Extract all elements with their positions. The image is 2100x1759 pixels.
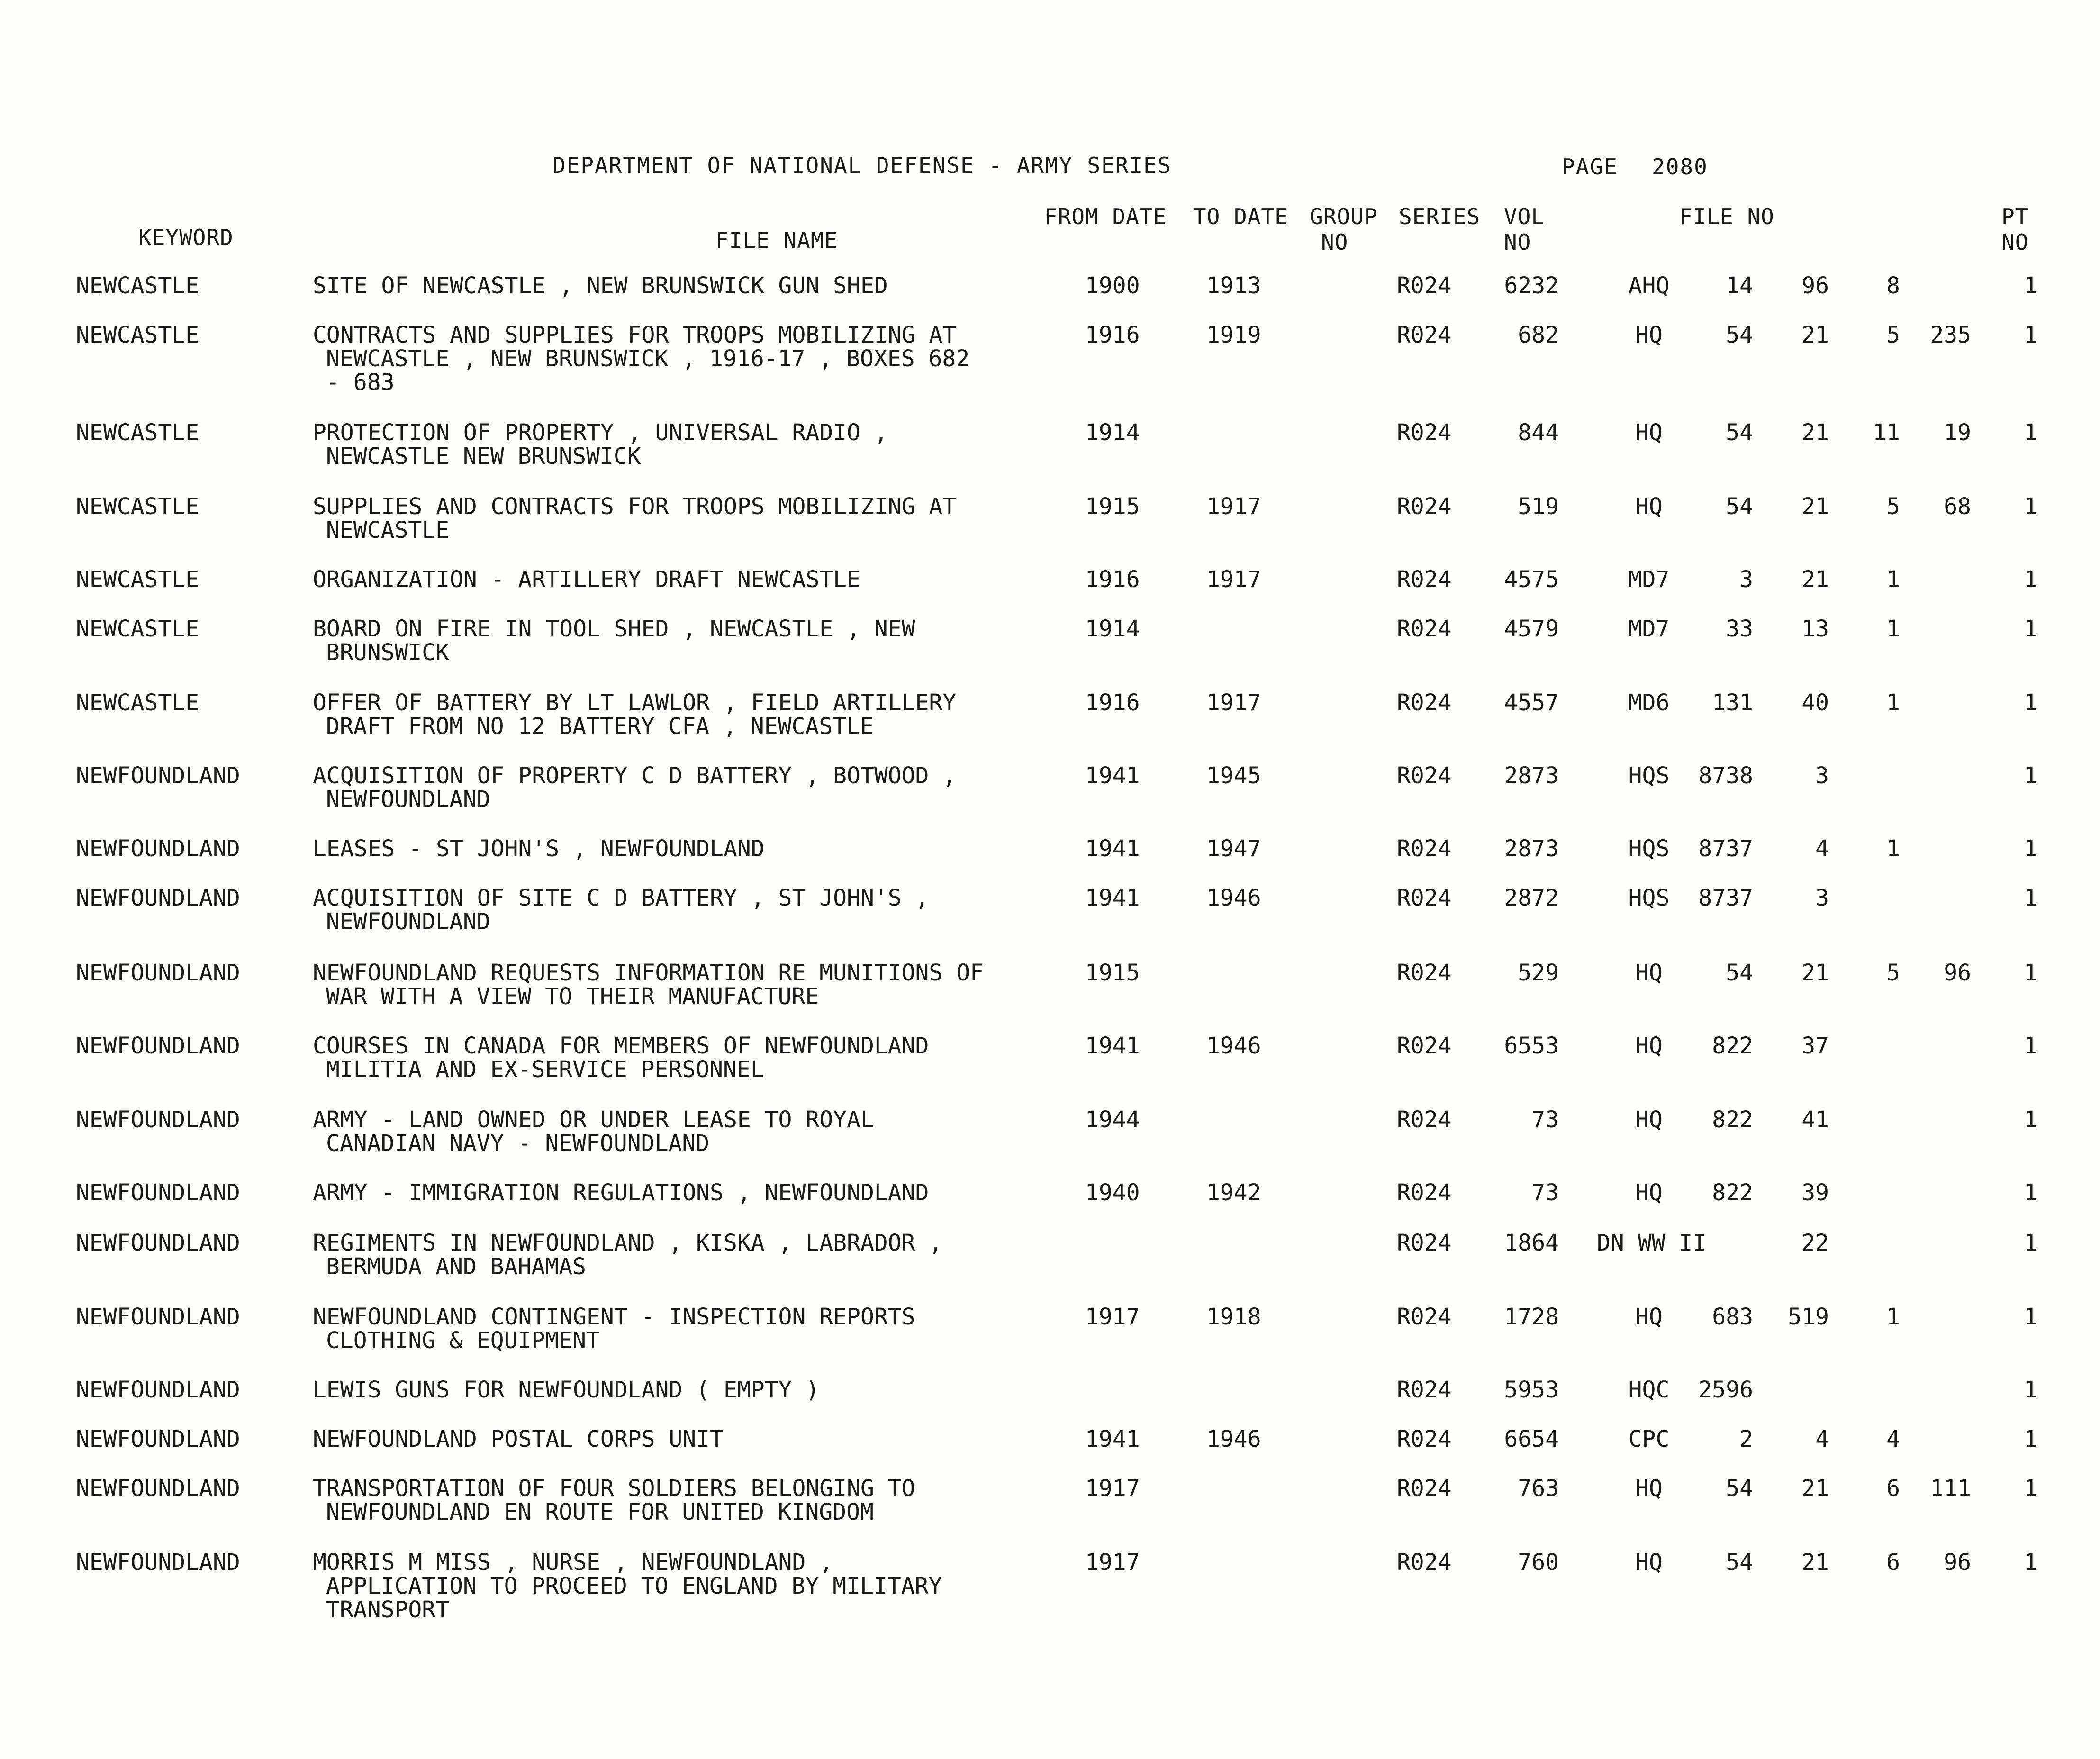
file-name-line: ACQUISITION OF SITE C D BATTERY , ST JOHN'S , bbox=[313, 885, 929, 911]
file-name-line: TRANSPORT bbox=[326, 1596, 450, 1623]
file-name-cell bbox=[313, 1427, 724, 1451]
file-no-4-cell: 6 bbox=[1886, 1475, 1900, 1502]
file-no-4-cell: 1 bbox=[1886, 689, 1900, 716]
series-cell: R024 bbox=[1397, 960, 1452, 986]
vol-no-cell: 4557 bbox=[1504, 689, 1559, 716]
pt-no-cell: 1 bbox=[2024, 493, 2037, 520]
to-date-cell: 1946 bbox=[1206, 885, 1261, 911]
col-vol-no: VOL bbox=[1504, 204, 1545, 229]
vol-no-cell: 5953 bbox=[1504, 1377, 1559, 1403]
file-name-line: CLOTHING & EQUIPMENT bbox=[326, 1327, 600, 1354]
series-cell: R024 bbox=[1397, 1475, 1452, 1502]
file-no-2-cell: 822 bbox=[1712, 1033, 1753, 1059]
file-no-3-cell: 21 bbox=[1801, 1549, 1829, 1576]
pt-no-cell: 1 bbox=[2024, 616, 2037, 642]
file-no-3-cell: 13 bbox=[1801, 616, 1829, 642]
pt-no-cell: 1 bbox=[2024, 762, 2037, 789]
file-name-cell bbox=[313, 1034, 929, 1081]
file-no-2-cell: 54 bbox=[1726, 1549, 1753, 1576]
keyword-cell: NEWFOUNDLAND bbox=[76, 960, 240, 986]
file-no-4-cell: 1 bbox=[1886, 566, 1900, 593]
file-name-line: COURSES IN CANADA FOR MEMBERS OF NEWFOUNDLAND bbox=[313, 1033, 929, 1059]
file-name-cell bbox=[313, 1550, 942, 1622]
file-no-prefix-cell: HQ bbox=[1635, 1106, 1663, 1133]
file-no-4-cell: 11 bbox=[1873, 419, 1900, 446]
file-no-2-cell: 8737 bbox=[1698, 885, 1753, 911]
vol-no-cell: 760 bbox=[1518, 1549, 1559, 1576]
series-cell: R024 bbox=[1397, 272, 1452, 299]
file-name-line: PROTECTION OF PROPERTY , UNIVERSAL RADIO , bbox=[313, 419, 888, 446]
file-name-cell bbox=[313, 1231, 942, 1278]
vol-no-cell: 2872 bbox=[1504, 885, 1559, 911]
pt-no-cell: 1 bbox=[2024, 272, 2037, 299]
keyword-cell: NEWCASTLE bbox=[76, 272, 199, 299]
file-no-3-cell: 21 bbox=[1801, 566, 1829, 593]
file-name-cell bbox=[313, 1305, 915, 1352]
file-name-line: NEWFOUNDLAND bbox=[326, 786, 490, 813]
col-pt-no: PT bbox=[2001, 204, 2029, 229]
file-no-prefix-cell: MD7 bbox=[1628, 616, 1670, 642]
file-name-cell bbox=[313, 764, 956, 811]
from-date-cell: 1916 bbox=[1085, 689, 1140, 716]
vol-no-cell: 6232 bbox=[1504, 272, 1559, 299]
col-to-date: TO DATE bbox=[1193, 204, 1288, 229]
keyword-cell: NEWFOUNDLAND bbox=[76, 1475, 240, 1502]
file-name-line: MILITIA AND EX-SERVICE PERSONNEL bbox=[326, 1056, 764, 1083]
file-no-prefix-cell: HQ bbox=[1635, 1304, 1663, 1330]
to-date-cell: 1918 bbox=[1206, 1304, 1261, 1330]
col-group-no: GROUP bbox=[1310, 204, 1378, 229]
file-name-cell bbox=[313, 617, 915, 664]
to-date-cell: 1917 bbox=[1206, 493, 1261, 520]
keyword-cell: NEWCASTLE bbox=[76, 566, 199, 593]
series-cell: R024 bbox=[1397, 1033, 1452, 1059]
file-no-3-cell: 3 bbox=[1815, 885, 1829, 911]
file-no-prefix-cell: HQ bbox=[1635, 960, 1663, 986]
file-no-5-cell: 19 bbox=[1944, 419, 1971, 446]
series-cell: R024 bbox=[1397, 566, 1452, 593]
from-date-cell: 1941 bbox=[1085, 835, 1140, 862]
file-name-line: ACQUISITION OF PROPERTY C D BATTERY , BOTWOOD , bbox=[313, 762, 957, 789]
keyword-cell: NEWFOUNDLAND bbox=[76, 885, 240, 911]
file-name-line: WAR WITH A VIEW TO THEIR MANUFACTURE bbox=[326, 983, 819, 1010]
file-name-cell bbox=[313, 421, 888, 468]
from-date-cell: 1941 bbox=[1085, 1033, 1140, 1059]
vol-no-cell: 4579 bbox=[1504, 616, 1559, 642]
pt-no-cell: 1 bbox=[2024, 1106, 2037, 1133]
pt-no-cell: 1 bbox=[2024, 1304, 2037, 1330]
file-name-line: SITE OF NEWCASTLE , NEW BRUNSWICK GUN SHED bbox=[313, 272, 888, 299]
file-no-prefix-cell: HQ bbox=[1635, 322, 1663, 348]
file-no-2-cell: 54 bbox=[1726, 1475, 1753, 1502]
pt-no-cell: 1 bbox=[2024, 1230, 2037, 1256]
vol-no-cell: 6553 bbox=[1504, 1033, 1559, 1059]
series-cell: R024 bbox=[1397, 1549, 1452, 1576]
file-name-line: APPLICATION TO PROCEED TO ENGLAND BY MILITARY bbox=[326, 1573, 942, 1599]
file-name-cell bbox=[313, 837, 765, 861]
file-no-2-cell: 14 bbox=[1726, 272, 1753, 299]
file-no-2-cell: 2 bbox=[1739, 1426, 1753, 1452]
file-no-5-cell: 68 bbox=[1944, 493, 1971, 520]
file-name-line: NEWCASTLE , NEW BRUNSWICK , 1916-17 , BOXES 682 bbox=[326, 345, 970, 372]
file-name-cell bbox=[313, 886, 929, 934]
file-name-line: NEWFOUNDLAND bbox=[326, 908, 490, 935]
file-name-line: OFFER OF BATTERY BY LT LAWLOR , FIELD ARTILLERY bbox=[313, 689, 957, 716]
file-no-3-cell: 3 bbox=[1815, 762, 1829, 789]
keyword-cell: NEWFOUNDLAND bbox=[76, 1377, 240, 1403]
file-name-line: NEWFOUNDLAND POSTAL CORPS UNIT bbox=[313, 1426, 724, 1452]
file-no-3-cell: 4 bbox=[1815, 835, 1829, 862]
file-name-line: MORRIS M MISS , NURSE , NEWFOUNDLAND , bbox=[313, 1549, 833, 1576]
keyword-cell: NEWFOUNDLAND bbox=[76, 762, 240, 789]
series-cell: R024 bbox=[1397, 1106, 1452, 1133]
vol-no-cell: 844 bbox=[1518, 419, 1559, 446]
to-date-cell: 1946 bbox=[1206, 1033, 1261, 1059]
file-no-2-cell: 54 bbox=[1726, 493, 1753, 520]
file-name-cell bbox=[313, 274, 888, 298]
file-name-line: ARMY - LAND OWNED OR UNDER LEASE TO ROYAL bbox=[313, 1106, 874, 1133]
file-name-line: NEWFOUNDLAND EN ROUTE FOR UNITED KINGDOM bbox=[326, 1499, 874, 1525]
file-name-line: DRAFT FROM NO 12 BATTERY CFA , NEWCASTLE bbox=[326, 713, 874, 740]
col-series: SERIES bbox=[1399, 204, 1481, 229]
file-no-3-cell: 37 bbox=[1801, 1033, 1829, 1059]
pt-no-cell: 1 bbox=[2024, 835, 2037, 862]
file-no-prefix-cell: HQC bbox=[1628, 1377, 1670, 1403]
series-cell: R024 bbox=[1397, 1179, 1452, 1206]
file-no-3-cell: 21 bbox=[1801, 1475, 1829, 1502]
file-name-line: CONTRACTS AND SUPPLIES FOR TROOPS MOBILIZING AT bbox=[313, 322, 957, 348]
file-no-2-cell: 8738 bbox=[1698, 762, 1753, 789]
file-no-prefix-cell: HQ bbox=[1635, 1549, 1663, 1576]
series-cell: R024 bbox=[1397, 762, 1452, 789]
file-no-5-cell: 96 bbox=[1944, 1549, 1971, 1576]
file-no-prefix-cell: AHQ bbox=[1628, 272, 1670, 299]
pt-no-cell: 1 bbox=[2024, 1179, 2037, 1206]
from-date-cell: 1941 bbox=[1085, 885, 1140, 911]
file-name-line: NEWFOUNDLAND REQUESTS INFORMATION RE MUNITIONS OF bbox=[313, 960, 984, 986]
from-date-cell: 1944 bbox=[1085, 1106, 1140, 1133]
pt-no-cell: 1 bbox=[2024, 566, 2037, 593]
series-cell: R024 bbox=[1397, 419, 1452, 446]
file-no-3-cell: 22 bbox=[1801, 1230, 1829, 1256]
file-no-2-cell: 8737 bbox=[1698, 835, 1753, 862]
file-name-cell bbox=[313, 568, 860, 591]
from-date-cell: 1914 bbox=[1085, 616, 1140, 642]
pt-no-cell: 1 bbox=[2024, 1475, 2037, 1502]
file-name-line: TRANSPORTATION OF FOUR SOLDIERS BELONGING TO bbox=[313, 1475, 915, 1502]
file-no-4-cell: 4 bbox=[1886, 1426, 1900, 1452]
file-no-2-cell: 683 bbox=[1712, 1304, 1753, 1330]
from-date-cell: 1915 bbox=[1085, 493, 1140, 520]
file-name-line: NEWFOUNDLAND CONTINGENT - INSPECTION REPORTS bbox=[313, 1304, 915, 1330]
file-name-line: BRUNSWICK bbox=[326, 639, 450, 666]
keyword-cell: NEWFOUNDLAND bbox=[76, 1179, 240, 1206]
file-no-prefix-cell: HQS bbox=[1628, 885, 1670, 911]
from-date-cell: 1914 bbox=[1085, 419, 1140, 446]
file-no-3-cell: 39 bbox=[1801, 1179, 1829, 1206]
file-no-2-cell: 822 bbox=[1712, 1106, 1753, 1133]
file-no-3-cell: 41 bbox=[1801, 1106, 1829, 1133]
pt-no-cell: 1 bbox=[2024, 1377, 2037, 1403]
file-no-2-cell: 3 bbox=[1739, 566, 1753, 593]
to-date-cell: 1919 bbox=[1206, 322, 1261, 348]
col-from-date: FROM DATE bbox=[1044, 204, 1167, 229]
file-no-5-cell: 111 bbox=[1930, 1475, 1971, 1502]
col-file-no: FILE NO bbox=[1679, 204, 1774, 229]
file-no-3-cell: 4 bbox=[1815, 1426, 1829, 1452]
file-name-cell bbox=[313, 1477, 915, 1524]
to-date-cell: 1945 bbox=[1206, 762, 1261, 789]
file-no-2-cell: 2596 bbox=[1698, 1377, 1753, 1403]
from-date-cell: 1916 bbox=[1085, 566, 1140, 593]
file-no-4-cell: 1 bbox=[1886, 835, 1900, 862]
to-date-cell: 1917 bbox=[1206, 566, 1261, 593]
keyword-cell: NEWFOUNDLAND bbox=[76, 1033, 240, 1059]
from-date-cell: 1917 bbox=[1085, 1304, 1140, 1330]
file-name-cell bbox=[313, 1181, 929, 1205]
series-cell: R024 bbox=[1397, 689, 1452, 716]
vol-no-cell: 763 bbox=[1518, 1475, 1559, 1502]
from-date-cell: 1917 bbox=[1085, 1549, 1140, 1576]
series-cell: R024 bbox=[1397, 1426, 1452, 1452]
file-name-line: REGIMENTS IN NEWFOUNDLAND , KISKA , LABRADOR , bbox=[313, 1230, 943, 1256]
pt-no-cell: 1 bbox=[2024, 1549, 2037, 1576]
series-cell: R024 bbox=[1397, 885, 1452, 911]
series-cell: R024 bbox=[1397, 1304, 1452, 1330]
file-name-line: ARMY - IMMIGRATION REGULATIONS , NEWFOUNDLAND bbox=[313, 1179, 929, 1206]
keyword-cell: NEWFOUNDLAND bbox=[76, 1106, 240, 1133]
vol-no-cell: 2873 bbox=[1504, 762, 1559, 789]
from-date-cell: 1916 bbox=[1085, 322, 1140, 348]
keyword-cell: NEWCASTLE bbox=[76, 493, 199, 520]
file-no-2-cell: 822 bbox=[1712, 1179, 1753, 1206]
keyword-cell: NEWFOUNDLAND bbox=[76, 1426, 240, 1452]
file-no-3-cell: 40 bbox=[1801, 689, 1829, 716]
file-no-3-cell: 96 bbox=[1801, 272, 1829, 299]
file-no-3-cell: 21 bbox=[1801, 493, 1829, 520]
file-name-cell bbox=[313, 323, 969, 394]
from-date-cell: 1915 bbox=[1085, 960, 1140, 986]
series-cell: R024 bbox=[1397, 1230, 1452, 1256]
file-name-line: - 683 bbox=[326, 369, 395, 396]
col-pt-no-line2: NO bbox=[2001, 229, 2029, 255]
vol-no-cell: 73 bbox=[1531, 1179, 1559, 1206]
file-no-3-cell: 21 bbox=[1801, 960, 1829, 986]
pt-no-cell: 1 bbox=[2024, 960, 2037, 986]
keyword-cell: NEWFOUNDLAND bbox=[76, 835, 240, 862]
col-group-no-line2: NO bbox=[1321, 229, 1349, 255]
file-name-cell bbox=[313, 1108, 874, 1155]
file-no-5-cell: 96 bbox=[1944, 960, 1971, 986]
pt-no-cell: 1 bbox=[2024, 689, 2037, 716]
file-no-3-cell: 21 bbox=[1801, 419, 1829, 446]
vol-no-cell: 1728 bbox=[1504, 1304, 1559, 1330]
file-no-2-cell: 131 bbox=[1712, 689, 1753, 716]
file-no-prefix-cell: HQ bbox=[1635, 493, 1663, 520]
pt-no-cell: 1 bbox=[2024, 419, 2037, 446]
file-no-2-cell: 54 bbox=[1726, 419, 1753, 446]
file-no-2-cell: 33 bbox=[1726, 616, 1753, 642]
vol-no-cell: 6654 bbox=[1504, 1426, 1559, 1452]
pt-no-cell: 1 bbox=[2024, 885, 2037, 911]
file-no-prefix-cell: HQ bbox=[1635, 419, 1663, 446]
file-name-line: LEASES - ST JOHN'S , NEWFOUNDLAND bbox=[313, 835, 765, 862]
file-no-4-cell: 1 bbox=[1886, 616, 1900, 642]
to-date-cell: 1917 bbox=[1206, 689, 1261, 716]
file-name-cell bbox=[313, 691, 956, 738]
vol-no-cell: 519 bbox=[1518, 493, 1559, 520]
series-cell: R024 bbox=[1397, 322, 1452, 348]
file-name-cell bbox=[313, 961, 984, 1008]
file-no-2-cell: 54 bbox=[1726, 322, 1753, 348]
keyword-cell: NEWCASTLE bbox=[76, 419, 199, 446]
series-cell: R024 bbox=[1397, 616, 1452, 642]
file-no-prefix-cell: HQS bbox=[1628, 762, 1670, 789]
file-name-cell bbox=[313, 1378, 819, 1402]
pt-no-cell: 1 bbox=[2024, 1426, 2037, 1452]
file-no-3-cell: 21 bbox=[1801, 322, 1829, 348]
from-date-cell: 1900 bbox=[1085, 272, 1140, 299]
file-no-prefix-cell: HQ bbox=[1635, 1179, 1663, 1206]
file-no-4-cell: 5 bbox=[1886, 493, 1900, 520]
pt-no-cell: 1 bbox=[2024, 322, 2037, 348]
file-no-4-cell: 6 bbox=[1886, 1549, 1900, 1576]
file-no-prefix-cell: HQS bbox=[1628, 835, 1670, 862]
file-no-5-cell: 235 bbox=[1930, 322, 1971, 348]
file-name-cell bbox=[313, 495, 956, 542]
page-number: 2080 bbox=[1652, 154, 1708, 180]
col-keyword: KEYWORD bbox=[138, 225, 234, 250]
page-label: PAGE bbox=[1562, 154, 1618, 180]
vol-no-cell: 1864 bbox=[1504, 1230, 1559, 1256]
vol-no-cell: 682 bbox=[1518, 322, 1559, 348]
file-no-4-cell: 8 bbox=[1886, 272, 1900, 299]
to-date-cell: 1942 bbox=[1206, 1179, 1261, 1206]
file-name-line: CANADIAN NAVY - NEWFOUNDLAND bbox=[326, 1130, 710, 1157]
keyword-cell: NEWCASTLE bbox=[76, 689, 199, 716]
series-cell: R024 bbox=[1397, 493, 1452, 520]
series-cell: R024 bbox=[1397, 835, 1452, 862]
file-name-line: BERMUDA AND BAHAMAS bbox=[326, 1253, 587, 1280]
keyword-cell: NEWFOUNDLAND bbox=[76, 1230, 240, 1256]
vol-no-cell: 4575 bbox=[1504, 566, 1559, 593]
to-date-cell: 1913 bbox=[1206, 272, 1261, 299]
file-no-2-cell: 54 bbox=[1726, 960, 1753, 986]
to-date-cell: 1946 bbox=[1206, 1426, 1261, 1452]
keyword-cell: NEWFOUNDLAND bbox=[76, 1549, 240, 1576]
pt-no-cell: 1 bbox=[2024, 1033, 2037, 1059]
keyword-cell: NEWCASTLE bbox=[76, 322, 199, 348]
file-no-prefix-cell: HQ bbox=[1635, 1475, 1663, 1502]
file-name-line: NEWCASTLE bbox=[326, 517, 450, 544]
vol-no-cell: 529 bbox=[1518, 960, 1559, 986]
file-name-line: BOARD ON FIRE IN TOOL SHED , NEWCASTLE , NEW bbox=[313, 616, 915, 642]
document-title: DEPARTMENT OF NATIONAL DEFENSE - ARMY SERIES bbox=[552, 153, 1172, 178]
file-no-3-cell: 519 bbox=[1788, 1304, 1829, 1330]
col-file-name: FILE NAME bbox=[715, 227, 838, 253]
file-name-line: NEWCASTLE NEW BRUNSWICK bbox=[326, 443, 641, 470]
col-vol-no-line2: NO bbox=[1504, 229, 1531, 255]
file-no-prefix-cell: HQ bbox=[1635, 1033, 1663, 1059]
file-name-line: SUPPLIES AND CONTRACTS FOR TROOPS MOBILIZING AT bbox=[313, 493, 957, 520]
file-name-line: LEWIS GUNS FOR NEWFOUNDLAND ( EMPTY ) bbox=[313, 1377, 820, 1403]
file-no-prefix-cell: DN WW II bbox=[1597, 1230, 1707, 1256]
from-date-cell: 1941 bbox=[1085, 762, 1140, 789]
from-date-cell: 1940 bbox=[1085, 1179, 1140, 1206]
keyword-cell: NEWFOUNDLAND bbox=[76, 1304, 240, 1330]
file-no-prefix-cell: MD6 bbox=[1628, 689, 1670, 716]
file-no-prefix-cell: MD7 bbox=[1628, 566, 1670, 593]
series-cell: R024 bbox=[1397, 1377, 1452, 1403]
to-date-cell: 1947 bbox=[1206, 835, 1261, 862]
file-no-4-cell: 5 bbox=[1886, 322, 1900, 348]
keyword-cell: NEWCASTLE bbox=[76, 616, 199, 642]
file-no-4-cell: 1 bbox=[1886, 1304, 1900, 1330]
file-name-line: ORGANIZATION - ARTILLERY DRAFT NEWCASTLE bbox=[313, 566, 860, 593]
vol-no-cell: 73 bbox=[1531, 1106, 1559, 1133]
vol-no-cell: 2873 bbox=[1504, 835, 1559, 862]
file-no-prefix-cell: CPC bbox=[1628, 1426, 1670, 1452]
file-no-4-cell: 5 bbox=[1886, 960, 1900, 986]
from-date-cell: 1917 bbox=[1085, 1475, 1140, 1502]
from-date-cell: 1941 bbox=[1085, 1426, 1140, 1452]
